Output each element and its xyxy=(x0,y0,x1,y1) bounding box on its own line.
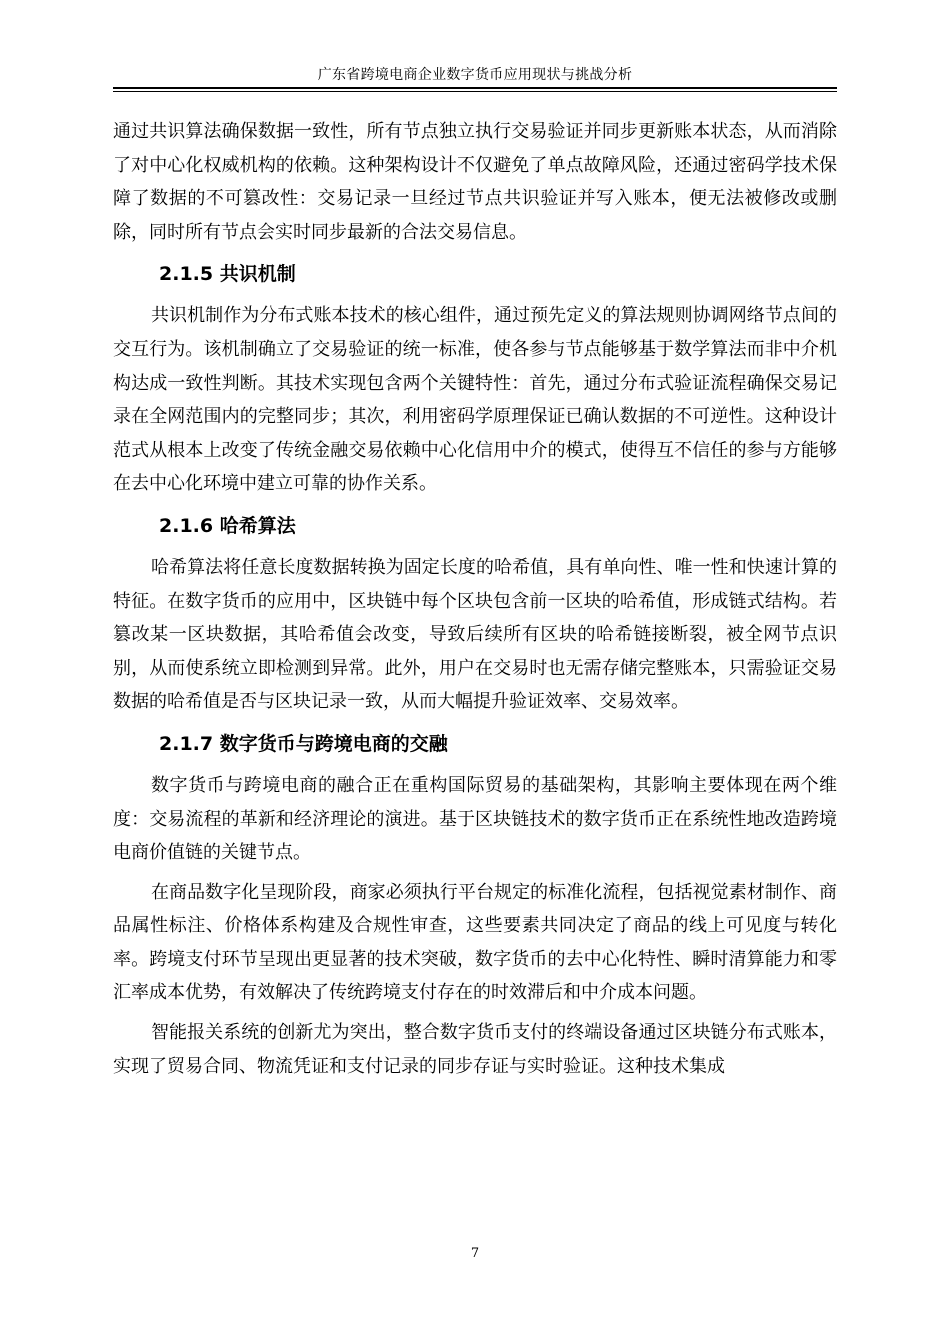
paragraph: 哈希算法将任意长度数据转换为固定长度的哈希值，具有单向性、唯一性和快速计算的特征。在数字货币的应用中，区块链中每个区块包含前一区块的哈希值，形成链式结构。若篡改某一区块数据，其哈希值会改变，导致后续所有区块的哈希链接断裂，被全网节点识别，从而使系统立即检测到异常。此外，用户在交易时也无需存储完整账本，只需验证交易数据的哈希值是否与区块记录一致，从而大幅提升验证效率、交易效率。 xyxy=(113,556,837,713)
paragraph: 共识机制作为分布式账本技术的核心组件，通过预先定义的算法规则协调网络节点间的交互行为。该机制确立了交易验证的统一标准，使各参与节点能够基于数学算法而非中介机构达成一致性判断。其技术实现包含两个关键特性：首先，通过分布式验证流程确保交易记录在全网范围内的完整同步；其次，利用密码学原理保证已确认数据的不可逆性。这种设计范式从根本上改变了传统金融交易依赖中心化信用中介的模式，使得互不信任的参与方能够在去中心化环境中建立可靠的协作关系。 xyxy=(113,305,837,495)
header-rule xyxy=(113,87,837,89)
body-text xyxy=(113,115,837,1089)
paragraph: 数字货币与跨境电商的融合正在重构国际贸易的基础架构，其影响主要体现在两个维度：交易流程的革新和经济理论的演进。基于区块链技术的数字货币正在系统性地改造跨境电商价值链的关键节点。 xyxy=(113,774,837,864)
section-heading-consensus: 2.1.5 共识机制 xyxy=(159,263,296,286)
paragraph: 在商品数字化呈现阶段，商家必须执行平台规定的标准化流程，包括视觉素材制作、商品属性标注、价格体系构建及合规性审查，这些要素共同决定了商品的线上可见度与转化率。跨境支付环节呈现出更显著的技术突破，数字货币的去中心化特性、瞬时清算能力和零汇率成本优势，有效解决了传统跨境支付存在的时效滞后和中介成本问题。 xyxy=(113,881,837,1004)
section-heading-fusion: 2.1.7 数字货币与跨境电商的交融 xyxy=(159,732,448,755)
page-number: 7 xyxy=(470,1246,480,1261)
header-rule-thin xyxy=(113,91,837,92)
section-heading-hash: 2.1.6 哈希算法 xyxy=(159,514,296,537)
intro-paragraph: 通过共识算法确保数据一致性，所有节点独立执行交易验证并同步更新账本状态，从而消除了对中心化权威机构的依赖。这种架构设计不仅避免了单点故障风险，还通过密码学技术保障了数据的不可篡改性：交易记录一旦经过节点共识验证并写入账本，便无法被修改或删除，同时所有节点会实时同步最新的合法交易信息。 xyxy=(113,121,837,243)
paragraph: 智能报关系统的创新尤为突出，整合数字货币支付的终端设备通过区块链分布式账本，实现了贸易合同、物流凭证和支付记录的同步存证与实时验证。这种技术集成 xyxy=(113,1022,837,1077)
running-header: 广东省跨境电商企业数字货币应用现状与挑战分析 xyxy=(317,67,633,83)
